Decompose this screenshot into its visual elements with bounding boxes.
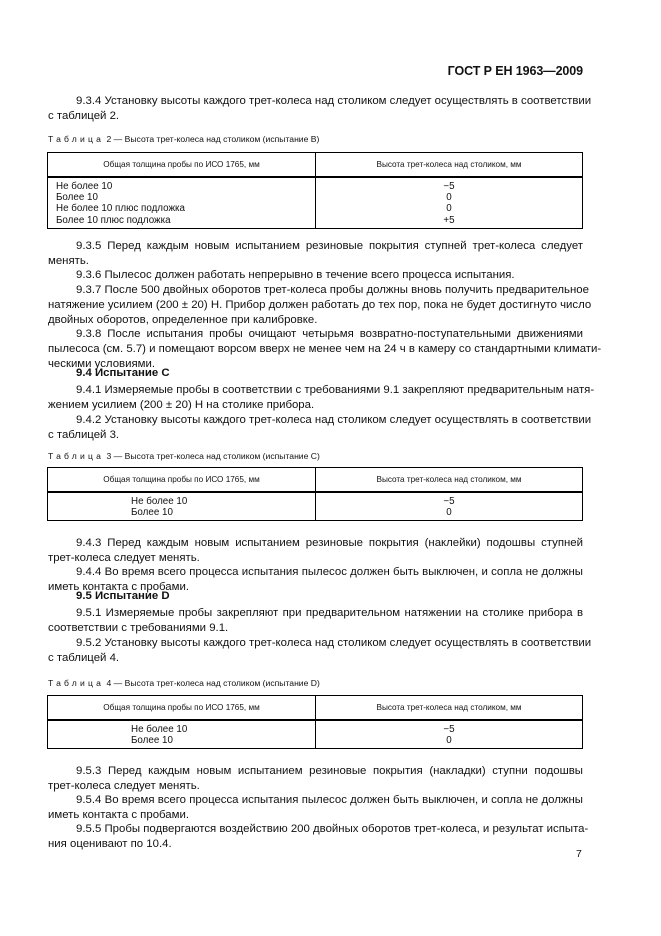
table-4-caption-prefix: Таблица [48,678,105,688]
table-2-caption-prefix: Таблица [48,134,105,144]
paragraph-9-4-1-line-2: жением усилием (200 ± 20) Н на столике прибора. [48,399,315,411]
paragraph-9-3-8-line-2: пылесоса (см. 5.7) и помещают ворсом вверх не менее чем на 24 ч в камеру со стандартными климати- [48,343,602,355]
paragraph-9-3-7-line-3: двойных оборотов, определенное при калибровке. [48,314,318,326]
paragraph-9-4-1-line-1: 9.4.1 Измеряемые пробы в соответствии с требованиями 9.1 закрепляют предварительным натя- [76,384,595,396]
table-3-header-height: Высота трет-колеса над столиком, мм [316,468,583,493]
table-2-header-row [48,153,583,178]
paragraph-9-4-2-line-2: с таблицей 3. [48,429,120,441]
table-row-cell: Более 10 [131,735,173,747]
table-row-cell: Более 10 [131,507,173,519]
table-row-cell: +5 [443,214,455,226]
table-2-caption-text: 2 — Высота трет-колеса над столиком (испытание В) [104,134,320,144]
table-row-cell: Не более 10 плюс подложка [56,203,185,215]
table-row-cell: −5 [443,496,455,507]
table-row-cell: Не более 10 [131,496,188,507]
table-4-header-height: Высота трет-колеса над столиком, мм [316,696,583,721]
table-row-cell: Не более 10 [131,724,188,735]
paragraph-9-5-5-line-1: 9.5.5 Пробы подвергаются воздействию 200 двойных оборотов трет-колеса, и результат испыта- [76,823,589,835]
paragraph-9-3-4-line-1: 9.3.4 Установку высоты каждого трет-колеса над столиком следует осуществлять в соответствии [76,95,592,107]
table-3-header-row [48,468,583,493]
table-2-col-thickness [48,177,316,228]
paragraph-9-3-8-line-3: ческими условиями. [48,358,155,370]
document-code-header: ГОСТ Р ЕН 1963—2009 [447,64,583,78]
table-3-caption [48,451,320,461]
table-4 [47,695,583,749]
paragraph-9-3-4-line-2: с таблицей 2. [48,110,120,122]
paragraph-9-4-3-line-1: 9.4.3 Перед каждым новым испытанием резиновые покрытия (наклейки) подошвы ступней [76,537,583,549]
table-row-cell: 0 [446,192,452,204]
table-3 [47,467,583,521]
table-row-cell: Не более 10 [56,181,113,192]
paragraph-9-5-2-line-2: с таблицей 4. [48,652,120,664]
table-2-header-height: Высота трет-колеса над столиком, мм [316,153,583,178]
table-3-caption-text: 3 — Высота трет-колеса над столиком (испытание С) [104,451,320,461]
table-row-cell: 0 [446,735,452,747]
paragraph-9-4-3-line-2: трет-колеса следует менять. [48,552,200,564]
paragraph-9-5-2-line-1: 9.5.2 Установку высоты каждого трет-колеса над столиком следует осуществлять в соответствии [76,637,592,649]
table-4-col-thickness [48,720,316,749]
paragraph-9-5-1-line-2: соответствии с требованиями 9.1. [48,622,229,634]
paragraph-9-5-3-line-2: трет-колеса следует менять. [48,780,200,792]
table-2 [47,152,583,229]
paragraph-9-3-5-line-1: 9.3.5 Перед каждым новым испытанием резиновые покрытия ступней трет-колеса следует [76,240,583,252]
table-row-cell: 0 [446,203,452,215]
table-row-cell: −5 [443,181,455,192]
table-2-body [48,177,583,228]
table-row-cell: −5 [443,724,455,735]
table-2-col-height [316,177,583,228]
paragraph-9-4-4-line-2: иметь контакта с пробами. [48,581,189,593]
paragraph-9-3-7-line-1: 9.3.7 После 500 двойных оборотов трет-колеса пробы должны вновь получить предварительное [76,284,589,296]
table-4-header-thickness: Общая толщина пробы по ИСО 1765, мм [48,696,316,721]
page-number: 7 [576,848,582,860]
paragraph-9-4-2-line-1: 9.4.2 Установку высоты каждого трет-колеса над столиком следует осуществлять в соответствии [76,414,592,426]
paragraph-9-4-4-line-1: 9.4.4 Во время всего процесса испытания пылесос должен быть выключен, и сопла не должны [76,566,583,578]
table-row-cell: Более 10 [56,192,98,204]
paragraph-9-5-4-line-2: иметь контакта с пробами. [48,809,189,821]
table-4-caption [48,678,320,688]
table-3-caption-prefix: Таблица [48,451,105,461]
section-heading-9-5: 9.5 Испытание D [76,590,170,602]
table-4-header-row [48,696,583,721]
paragraph-9-5-3-line-1: 9.5.3 Перед каждым новым испытанием резиновые покрытия (накладки) ступни подошвы [76,765,583,777]
paragraph-9-3-5-line-2: менять. [48,255,89,267]
table-4-col-height [316,720,583,749]
paragraph-9-5-5-line-2: ния оценивают по 10.4. [48,838,172,850]
table-3-header-thickness: Общая толщина пробы по ИСО 1765, мм [48,468,316,493]
paragraph-9-5-4-line-1: 9.5.4 Во время всего процесса испытания пылесос должен быть выключен, и сопла не должны [76,794,583,806]
paragraph-9-3-6-line-1: 9.3.6 Пылесос должен работать непрерывно в течение всего процесса испытания. [76,269,515,281]
table-row-cell: 0 [446,507,452,519]
paragraph-9-3-7-line-2: натяжение усилием (200 ± 20) Н. Прибор должен работать до тех пор, пока не будет достигнуто число [48,299,592,311]
section-heading-9-4: 9.4 Испытание С [76,367,170,379]
table-2-header-thickness: Общая толщина пробы по ИСО 1765, мм [48,153,316,178]
table-3-col-height [316,492,583,521]
table-4-body [48,720,583,749]
table-2-caption [48,134,319,144]
table-3-body [48,492,583,521]
paragraph-9-5-1-line-1: 9.5.1 Измеряемые пробы закрепляют при предварительном натяжении на столике прибора в [76,607,583,619]
paragraph-9-3-8-line-1: 9.3.8 После испытания пробы очищают четырьмя возвратно-поступательными движениями [76,328,583,340]
table-row-cell: Более 10 плюс подложка [56,214,171,226]
table-3-col-thickness [48,492,316,521]
table-4-caption-text: 4 — Высота трет-колеса над столиком (испытание D) [104,678,320,688]
